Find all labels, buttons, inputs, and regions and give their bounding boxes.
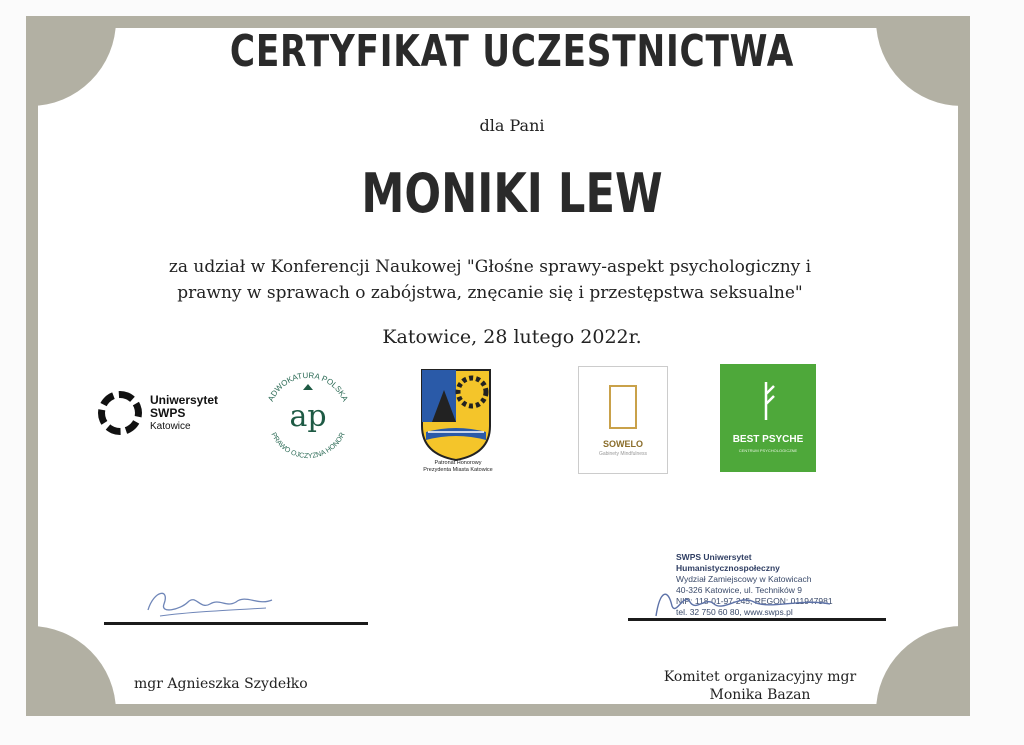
best-psyche-rune-icon [720, 364, 816, 428]
certificate-title: CERTYFIKAT UCZESTNICTWA [229, 26, 795, 77]
swps-line1: Uniwersytet [150, 392, 219, 407]
sowelo-logo [578, 366, 668, 474]
stamp-line2: Wydział Zamiejscowy w Katowicach [676, 574, 812, 584]
crown-icon [303, 384, 313, 390]
swps-line2: SWPS [150, 405, 186, 420]
best-psyche-label: BEST PSYCHE [732, 434, 804, 445]
stamp-line5: tel. 32 750 60 80, www.swps.pl [676, 607, 793, 617]
signature-line-left [104, 622, 368, 625]
katowice-crest [418, 366, 494, 462]
signatory-right-line1: Komitet organizacyjny mgr [663, 669, 857, 685]
svg-text:PRAWO OJCZYZNA HONOR [269, 432, 346, 460]
stamp-line3: 40-326 Katowice, ul. Techników 9 [676, 585, 803, 595]
best-psyche-logo [720, 364, 816, 472]
signatory-right [640, 668, 880, 704]
signature-line-right [628, 618, 886, 621]
signatory-right-line2: Monika Bazan [709, 687, 811, 703]
signature-left [140, 580, 280, 624]
stamp-line4: NIP: 118-01-97-245, REGON: 011947981 [676, 596, 833, 606]
recipient-name: MONIKI LEW [361, 162, 663, 225]
signature-right [650, 576, 850, 622]
stamp-line1: SWPS Uniwersytet Humanistycznospołeczny [676, 552, 780, 573]
katowice-patron-text [412, 460, 504, 474]
adwokatura-logo [256, 362, 360, 466]
best-psyche-sub: CENTRUM PSYCHOLOGICZNE [738, 448, 798, 453]
sowelo-sub: Gabinety Mindfulness [598, 451, 648, 457]
patron-line1: Patronat Honorowy [434, 460, 482, 466]
patron-line2: Prezydenta Miasta Katowice [423, 467, 493, 473]
place-date: Katowice, 28 lutego 2022r. [382, 326, 642, 348]
swps-ring-icon [98, 391, 142, 435]
adwokatura-monogram: ap [289, 399, 327, 434]
for-line: dla Pani [479, 116, 545, 135]
swps-line3: Katowice [150, 420, 191, 432]
adwokatura-top-text: ADWOKATURA POLSKA [266, 370, 350, 403]
adwokatura-bottom-text: PRAWO OJCZYZNA HONOR [269, 431, 347, 461]
signatory-left-name: mgr Agnieszka Szydełko [134, 676, 308, 692]
swps-logo [98, 388, 238, 438]
conference-description: za udział w Konferencji Naukowej "Głośne sprawy-aspekt psychologiczny i prawny w sprawach o zabójstwa, znęcanie się i przestępstwa seksualne" [168, 257, 812, 303]
sowelo-mark-icon [609, 385, 637, 429]
sowelo-label: SOWELO [603, 439, 643, 449]
